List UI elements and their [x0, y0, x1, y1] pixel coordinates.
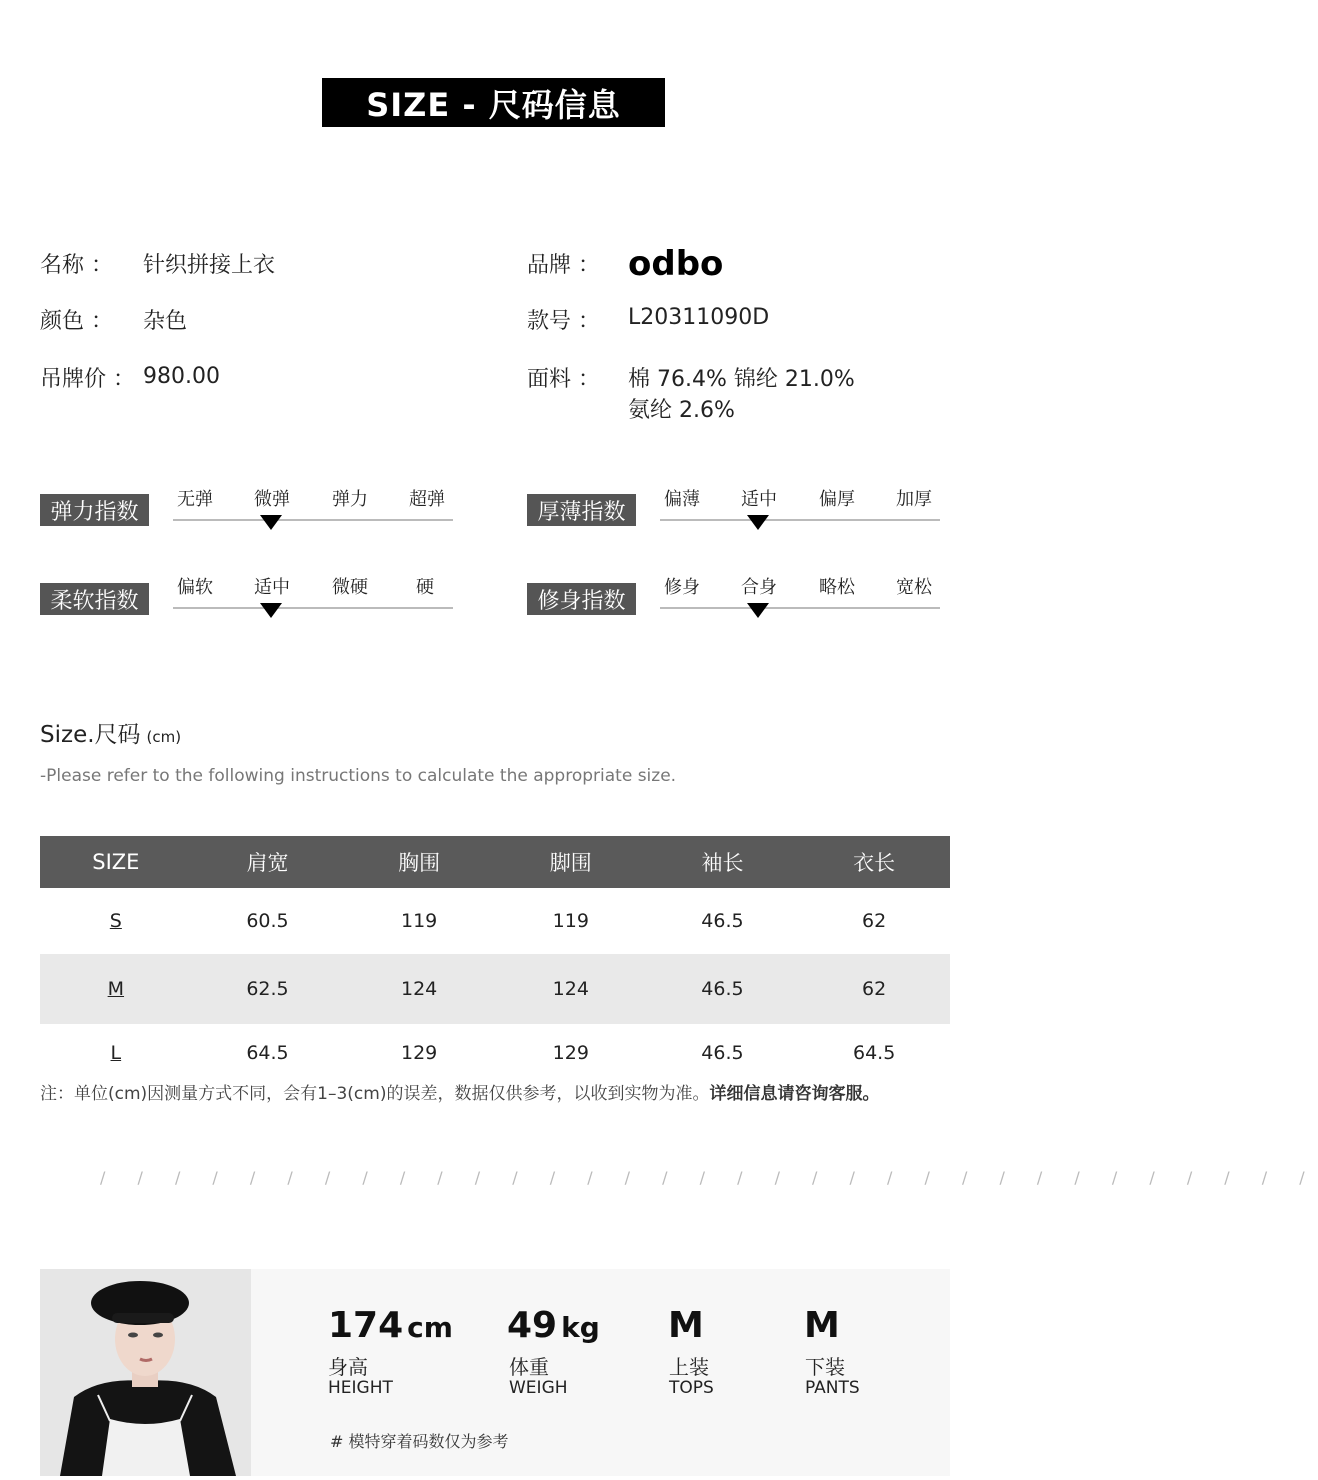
table-row — [40, 888, 950, 954]
price-label: 吊牌价 ： — [40, 367, 135, 392]
weight-number: 49 — [507, 1305, 558, 1346]
index-option: 无弹 — [177, 489, 213, 510]
table-row — [40, 954, 950, 1024]
table-cell: 46.5 — [701, 910, 744, 932]
index-option: 偏薄 — [664, 489, 700, 510]
table-cell: 62 — [798, 954, 950, 1024]
table-cell: 46.5 — [701, 1042, 744, 1064]
model-no-label: 款号 ： — [527, 309, 600, 334]
footnote-bold: 详细信息请咨询客服。 — [709, 1084, 880, 1104]
size-unit: (cm) — [146, 728, 182, 746]
table-cell: 64.5 — [246, 1042, 289, 1064]
index-scale-line — [173, 607, 453, 609]
index-option: 略松 — [819, 577, 855, 598]
table-cell: 64.5 — [852, 1042, 896, 1064]
index-option: 修身 — [664, 577, 700, 598]
index-marker — [747, 515, 769, 530]
table-cell: 124 — [343, 954, 495, 1024]
size-cell: S — [109, 910, 122, 932]
fabric-line-1: 棉 76.4% 锦纶 21.0% — [628, 367, 855, 392]
index-option: 超弹 — [409, 489, 445, 510]
product-color: 杂色 — [143, 309, 188, 334]
brand-logo: odbo — [628, 244, 724, 284]
product-price: 980.00 — [143, 364, 220, 389]
index-marker — [747, 603, 769, 618]
table-cell: 62 — [862, 910, 887, 932]
table-cell: 124 — [495, 954, 647, 1024]
pants-label-cn: 下装 — [805, 1355, 845, 1379]
col-header: SIZE — [40, 836, 192, 888]
index-option: 适中 — [741, 489, 777, 510]
index-tag: 厚薄指数 — [527, 494, 636, 526]
model-no: L20311090D — [628, 305, 770, 330]
table-row — [40, 1024, 950, 1082]
footnote-text: 注：单位(cm)因测量方式不同，会有1–3(cm)的误差，数据仅供参考，以收到实物为准。 — [40, 1084, 710, 1104]
fabric-label: 面料 ： — [527, 367, 600, 392]
slash-divider: / / / / / / / / / / / / / / / / / / / / / / / / / / / / / / / / / — [100, 1168, 1318, 1187]
col-header: 脚围 — [495, 836, 647, 888]
size-instruction: -Please refer to the following instructions to calculate the appropriate size. — [40, 766, 677, 786]
size-cell: M — [40, 954, 192, 1024]
table-cell: 46.5 — [647, 954, 799, 1024]
measurement-footnote — [40, 1079, 879, 1104]
tops-label-cn: 上装 — [669, 1355, 709, 1379]
index-option: 加厚 — [896, 489, 932, 510]
index-option: 宽松 — [896, 577, 932, 598]
height-number: 174 — [328, 1305, 404, 1346]
index-options — [160, 485, 445, 510]
weight-label-cn: 体重 — [509, 1355, 549, 1379]
table-cell: 129 — [401, 1042, 438, 1064]
index-tag: 柔软指数 — [40, 583, 149, 615]
col-header: 衣长 — [798, 836, 950, 888]
color-label: 颜色 ： — [40, 309, 113, 334]
weight-value — [507, 1305, 600, 1346]
index-scale-line — [173, 519, 453, 521]
weight-unit: kg — [561, 1311, 600, 1344]
index-option: 适中 — [254, 577, 290, 598]
table-cell: 129 — [552, 1042, 589, 1064]
index-option: 偏软 — [177, 577, 213, 598]
height-label-en: HEIGHT — [328, 1378, 393, 1398]
col-header: 袖长 — [647, 836, 799, 888]
tops-size: M — [668, 1305, 704, 1346]
tops-label-en: TOPS — [669, 1378, 714, 1398]
model-photo — [40, 1269, 251, 1476]
index-option: 硬 — [416, 577, 434, 598]
col-header: 肩宽 — [192, 836, 344, 888]
index-options — [160, 573, 440, 597]
index-option: 合身 — [741, 577, 777, 598]
table-cell: 62.5 — [192, 954, 344, 1024]
weight-label-en: WEIGH — [509, 1378, 568, 1398]
model-illustration — [40, 1269, 251, 1476]
height-unit: cm — [407, 1311, 453, 1344]
height-label-cn: 身高 — [328, 1355, 368, 1379]
index-marker — [260, 603, 282, 618]
index-scale-line — [660, 607, 940, 609]
index-options — [647, 485, 932, 510]
size-heading-text: Size.尺码 — [40, 722, 141, 748]
index-option: 偏厚 — [819, 489, 855, 510]
model-size-note: # 模特穿着码数仅为参考 — [330, 1432, 509, 1451]
height-value — [328, 1305, 453, 1346]
size-heading — [40, 716, 181, 749]
index-tag: 修身指数 — [527, 583, 636, 615]
name-label: 名称 ： — [40, 253, 113, 278]
page-title: SIZE - 尺码信息 — [322, 78, 665, 127]
table-cell: 119 — [552, 910, 589, 932]
col-header: 胸围 — [343, 836, 495, 888]
brand-label: 品牌 ： — [527, 253, 600, 278]
fabric-line-2: 氨纶 2.6% — [628, 398, 735, 423]
size-cell: L — [110, 1042, 122, 1064]
index-options — [647, 573, 932, 598]
product-name: 针织拼接上衣 — [143, 253, 276, 278]
table-cell: 60.5 — [246, 910, 289, 932]
index-scale-line — [660, 519, 940, 521]
index-option: 弹力 — [332, 489, 368, 510]
index-marker — [260, 515, 282, 530]
index-option: 微弹 — [254, 489, 290, 510]
index-option: 微硬 — [332, 577, 368, 598]
pants-size: M — [804, 1305, 840, 1346]
index-tag: 弹力指数 — [40, 494, 149, 526]
table-cell: 119 — [401, 910, 438, 932]
table-header-row — [40, 836, 950, 888]
size-table — [40, 836, 950, 1082]
pants-label-en: PANTS — [805, 1378, 860, 1398]
